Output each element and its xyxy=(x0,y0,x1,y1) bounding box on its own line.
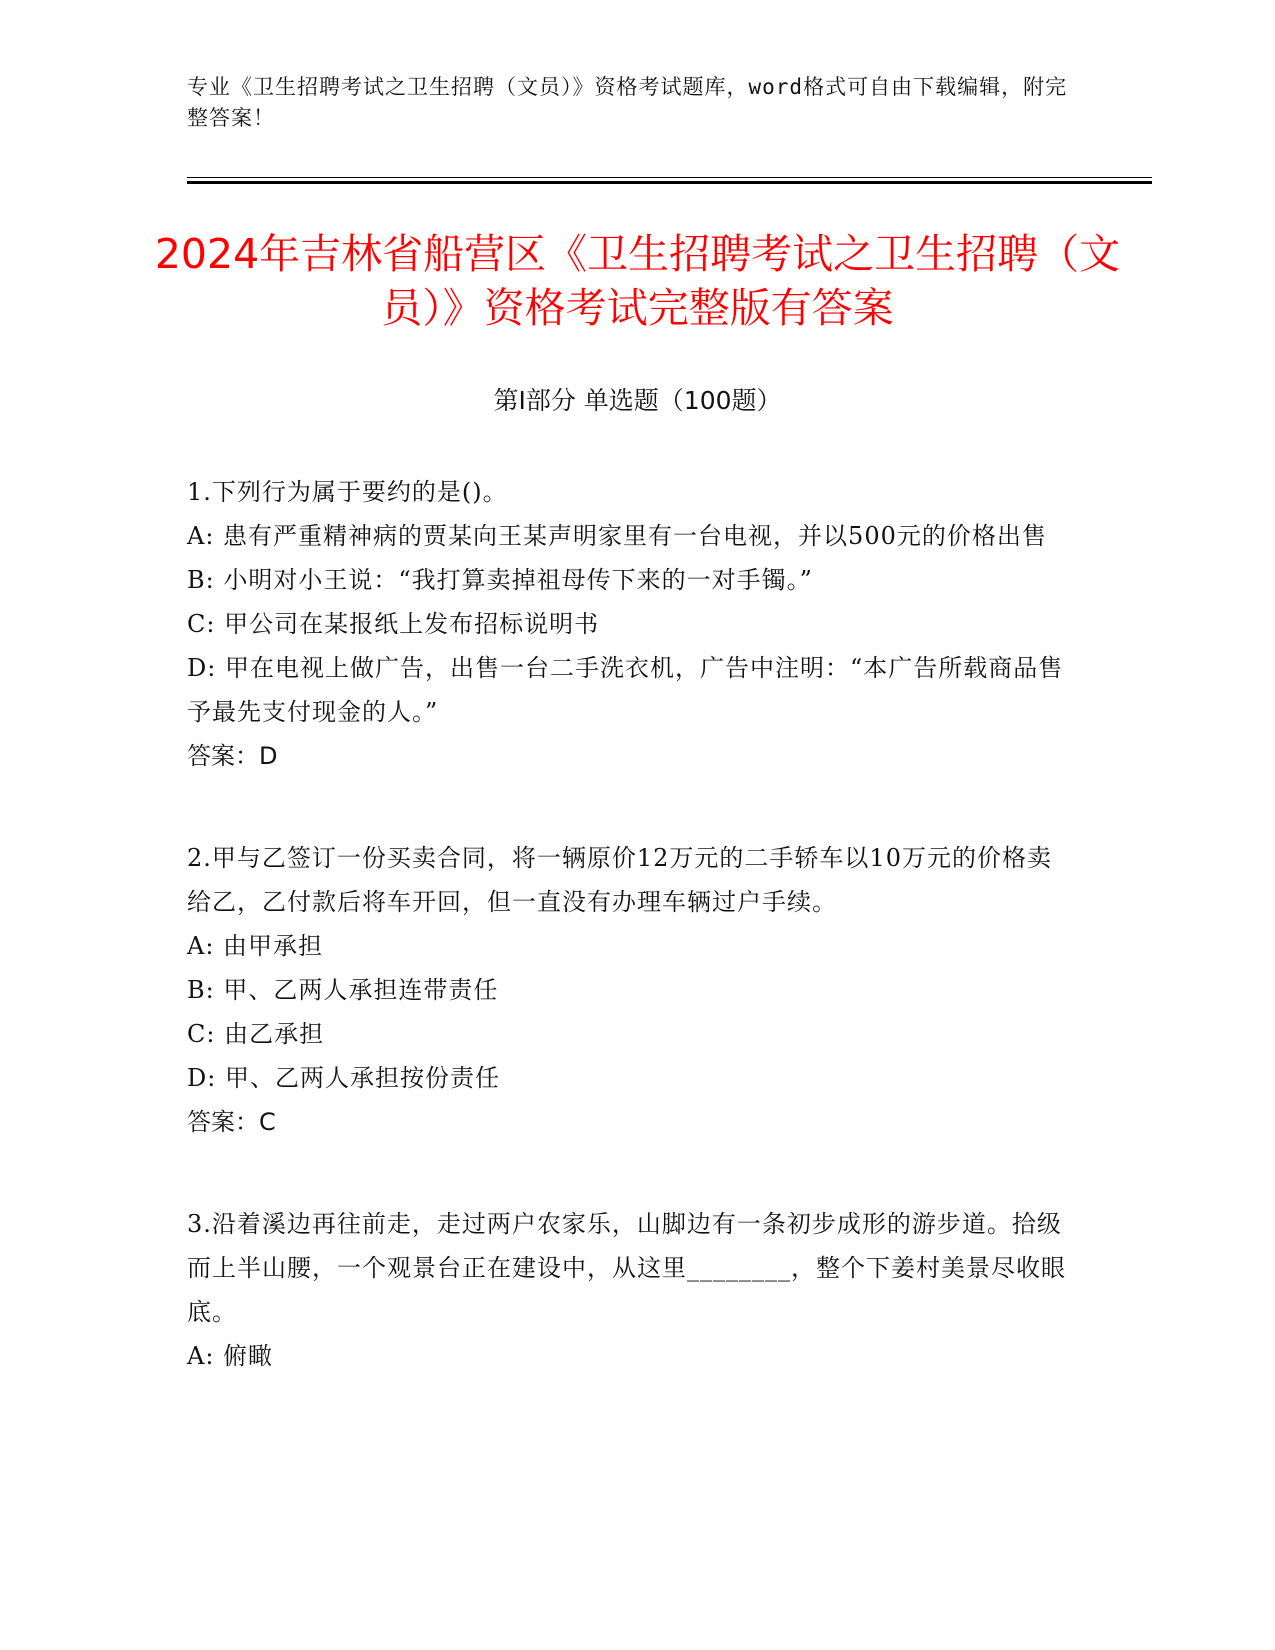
option-c: C: 由乙承担 xyxy=(187,1020,325,1048)
option-a: A: 由甲承担 xyxy=(187,932,324,960)
question-2 xyxy=(187,836,1072,1144)
question-list xyxy=(187,470,1072,1436)
option-d: D: 甲在电视上做广告，出售一台二手洗衣机，广告中注明：“本广告所载商品售予最先支付现金的人。” xyxy=(187,654,1064,726)
question-1 xyxy=(187,470,1072,778)
question-stem: 2.甲与乙签订一份买卖合同，将一辆原价12万元的二手轿车以10万元的价格卖给乙，乙付款后将车开回，但一直没有办理车辆过户手续。 xyxy=(187,844,1052,916)
document-title: 2024年吉林省船营区《卫生招聘考试之卫生招聘（文员）》资格考试完整版有答案 xyxy=(154,230,1121,333)
header-note: 专业《卫生招聘考试之卫生招聘（文员）》资格考试题库，word格式可自由下载编辑，附完整答案！ xyxy=(187,75,1068,130)
question-stem: 1.下列行为属于要约的是()。 xyxy=(187,478,508,506)
option-b: B: 小明对小王说：“我打算卖掉祖母传下来的一对手镯。” xyxy=(187,566,813,594)
option-b: B: 甲、乙两人承担连带责任 xyxy=(187,976,499,1004)
section-heading: 第I部分 单选题（100题） xyxy=(493,386,782,415)
option-d: D: 甲、乙两人承担按份责任 xyxy=(187,1064,500,1092)
option-c: C: 甲公司在某报纸上发布招标说明书 xyxy=(187,610,600,638)
option-a: A: 患有严重精神病的贾某向王某声明家里有一台电视，并以500元的价格出售 xyxy=(187,522,1047,550)
option-a: A: 俯瞰 xyxy=(187,1342,274,1370)
header-divider-thin xyxy=(187,177,1152,178)
header-divider-thick xyxy=(187,181,1152,184)
answer-label: 答案：C xyxy=(187,1108,276,1136)
answer-label: 答案：D xyxy=(187,742,278,770)
question-stem: 3.沿着溪边再往前走，走过两户农家乐，山脚边有一条初步成形的游步道。拾级而上半山腰，一个观景台正在建设中，从这里________，整个下姜村美景尽收眼底。 xyxy=(187,1210,1066,1326)
question-3 xyxy=(187,1202,1072,1378)
